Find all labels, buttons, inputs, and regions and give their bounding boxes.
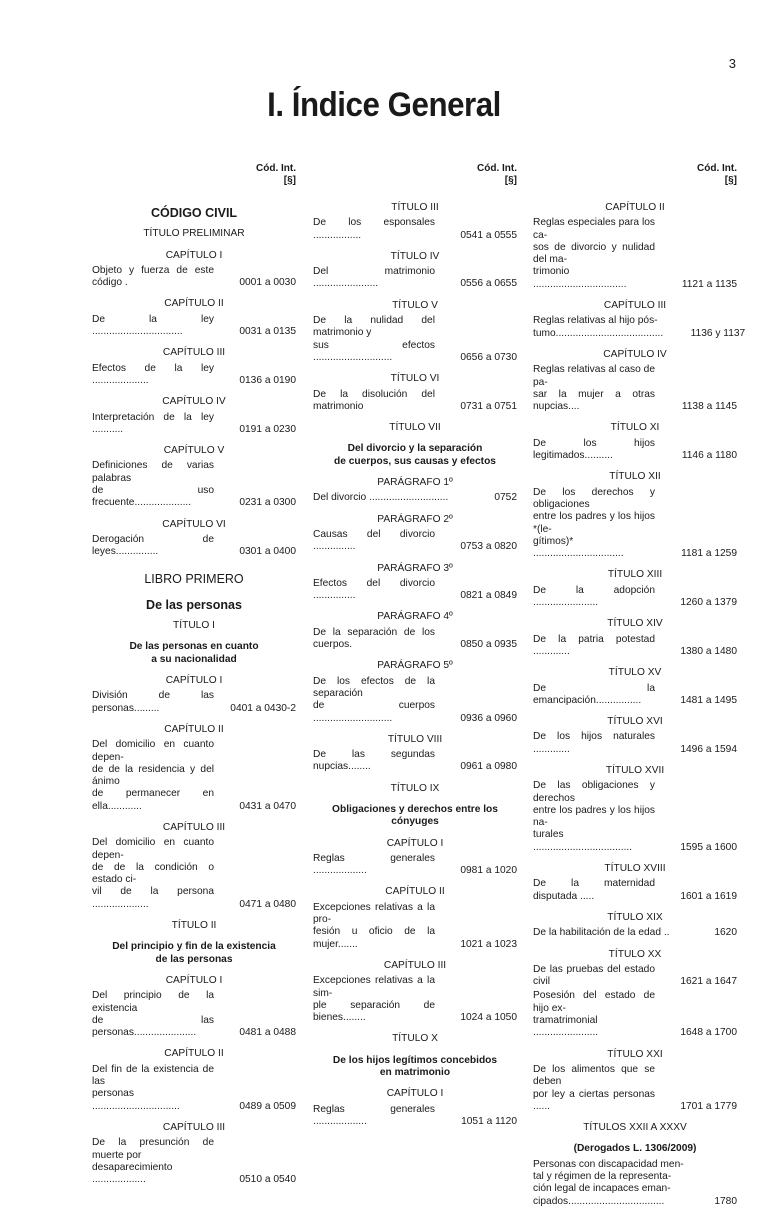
entry-label-line: Personas con discapacidad men- <box>533 1158 684 1170</box>
entry-code: 0489 a 0509 <box>239 1100 296 1112</box>
section-heading: PARÁGRAFO 2º <box>377 513 453 525</box>
entry-code: 0541 a 0555 <box>460 229 517 241</box>
entry-label-line: Del domicilio en cuanto depen- <box>92 739 214 763</box>
section-heading: CAPÍTULO III <box>162 821 226 833</box>
entry-label <box>533 780 655 854</box>
section-heading-line: a su nacionalidad <box>151 653 237 665</box>
index-entry <box>533 487 737 561</box>
entry-label <box>533 217 655 291</box>
entry-code: 1595 a 1600 <box>680 841 737 853</box>
entry-code: 1481 a 1495 <box>680 694 737 706</box>
entry-label <box>92 739 214 813</box>
entry-label <box>533 585 655 610</box>
entry-label-line: gítimos)* ................................ <box>533 535 624 560</box>
entry-label-line: de uso frecuente.................... <box>92 485 214 509</box>
entry-label <box>533 731 655 756</box>
section-heading: TÍTULO IV <box>390 250 440 262</box>
entry-label <box>313 975 435 1024</box>
entry-label-line: Reglas generales ................... <box>313 852 435 877</box>
entry-code: 1146 a 1180 <box>681 450 737 462</box>
entry-code: 1021 a 1023 <box>460 938 517 950</box>
entry-label-line: Reglas relativas al hijo pós- <box>533 315 658 327</box>
section-heading: LIBRO PRIMERO <box>144 571 244 586</box>
entry-label-line: Del principio de la existencia <box>92 990 214 1014</box>
entry-label <box>313 492 488 504</box>
index-entry <box>533 1064 737 1113</box>
entry-label-line: Reglas relativas al caso de pa- <box>533 364 655 388</box>
index-entry <box>92 1137 296 1186</box>
entry-label <box>533 927 708 939</box>
entry-label <box>92 534 214 559</box>
section-heading: TÍTULO X <box>392 1033 438 1045</box>
entry-label-line: trimonio ................................. <box>533 266 627 290</box>
entry-label-line: Efectos de la ley .................... <box>92 362 214 386</box>
section-heading: CAPÍTULO IV <box>603 348 667 360</box>
section-heading: TÍTULO XI <box>610 422 660 434</box>
index-entry <box>92 412 296 437</box>
section-heading: TÍTULO XXI <box>607 1048 663 1060</box>
section-heading: CAPÍTULO II <box>164 1048 224 1060</box>
index-entry <box>92 314 296 339</box>
entry-label <box>533 315 663 340</box>
entry-label <box>313 315 435 364</box>
entry-label-line: fesión u oficio de la mujer....... <box>313 926 435 950</box>
entry-code: 0961 a 0980 <box>460 761 517 773</box>
entry-label <box>533 878 655 903</box>
entry-label <box>92 412 214 437</box>
section-heading: CÓDIGO CIVIL <box>150 206 238 220</box>
entry-label-line: De los esponsales ................. <box>313 217 435 241</box>
section-heading: TÍTULO IX <box>390 782 440 794</box>
entry-code: 0136 a 0190 <box>239 374 296 386</box>
entry-label-line: tumo...................................... <box>533 327 664 339</box>
entry-label <box>92 690 214 715</box>
entry-label <box>313 627 435 652</box>
entry-code: 1121 a 1135 <box>681 278 737 290</box>
entry-code: 0753 a 0820 <box>460 541 517 553</box>
entry-label-line: De los hijos naturales ............. <box>533 731 655 755</box>
section-heading <box>313 804 517 829</box>
index-entry <box>533 990 737 1039</box>
entry-label-line: De la presunción de muerte por <box>92 1137 214 1161</box>
section-heading: TÍTULO V <box>392 299 438 311</box>
code-header-line: [§] <box>724 175 737 186</box>
entry-label <box>533 1064 655 1113</box>
entry-label-line: personas ............................... <box>92 1088 180 1112</box>
entry-label-line: de de la residencia y del ánimo <box>92 763 214 788</box>
page-number: 3 <box>728 56 736 71</box>
entry-label <box>313 529 435 554</box>
index-entry <box>313 975 517 1024</box>
entry-label-line: Objeto y fuerza de este código . <box>92 264 214 289</box>
section-heading: TÍTULO III <box>391 202 439 213</box>
entry-code: 0556 a 0655 <box>460 278 517 290</box>
section-heading <box>533 1143 737 1155</box>
index-entry <box>533 438 737 463</box>
index-entry <box>92 739 296 813</box>
entry-label-line: De los derechos y obligaciones <box>533 486 655 510</box>
index-entry <box>533 731 737 756</box>
section-heading: CAPÍTULO II <box>385 886 445 898</box>
code-column-header <box>313 163 517 193</box>
entry-label-line: De la separación de los cuerpos. <box>313 626 435 651</box>
code-header-line: [§] <box>283 175 296 186</box>
section-heading: TÍTULO XX <box>608 948 662 960</box>
section-heading: PARÁGRAFO 1º <box>377 477 453 489</box>
index-entry <box>92 837 296 911</box>
section-heading: TÍTULO II <box>171 920 217 932</box>
section-heading: CAPÍTULO IV <box>162 396 226 408</box>
entry-code: 1024 a 1050 <box>460 1012 517 1024</box>
section-heading: TÍTULO XIX <box>607 911 663 923</box>
entry-label-line: desaparecimiento ................... <box>92 1161 173 1186</box>
section-heading: TÍTULO XII <box>609 471 661 483</box>
entry-code: 0731 a 0751 <box>460 400 517 412</box>
section-heading: CAPÍTULO III <box>162 1121 226 1133</box>
entry-label-line: De la patria potestad ............. <box>533 633 655 657</box>
entry-label-line: tramatrimonial ....................... <box>533 1015 599 1039</box>
section-heading-line: en matrimonio <box>379 1067 451 1079</box>
entry-code: 0656 a 0730 <box>460 351 517 363</box>
entry-label-line: De las segundas nupcias........ <box>313 749 435 773</box>
section-heading: TÍTULO VIII <box>387 733 443 745</box>
index-entry <box>533 217 737 291</box>
section-heading: CAPÍTULO III <box>603 300 667 312</box>
entry-label-line: Del divorcio ............................ <box>313 492 449 504</box>
entry-label <box>92 990 214 1039</box>
index-entry <box>313 1104 517 1129</box>
entry-code: 0821 a 0849 <box>460 590 517 602</box>
entry-label <box>313 266 435 291</box>
section-heading: CAPÍTULO I <box>386 1088 444 1100</box>
section-heading: CAPÍTULO III <box>383 959 447 971</box>
section-heading: PARÁGRAFO 4º <box>377 611 453 623</box>
entry-label-line: tal y régimen de la representa- <box>533 1171 672 1182</box>
entry-code: 0481 a 0488 <box>239 1027 296 1039</box>
entry-label <box>92 460 214 509</box>
entry-label <box>92 314 214 339</box>
entry-code: 0471 a 0480 <box>239 898 296 910</box>
entry-label-line: De la emancipación................ <box>533 682 655 706</box>
entry-code: 1621 a 1647 <box>680 976 737 988</box>
entry-label-line: de de la condición o estado ci- <box>92 861 214 886</box>
entry-code: 0510 a 0540 <box>239 1174 296 1186</box>
section-heading-line: Obligaciones y derechos entre los cónyuges <box>332 803 498 828</box>
entry-code: 0850 a 0935 <box>460 639 517 651</box>
section-heading: CAPÍTULO II <box>164 723 224 735</box>
section-heading-line: Del divorcio y la separación <box>347 443 483 455</box>
index-entry <box>92 534 296 559</box>
entry-label <box>533 487 655 561</box>
entry-code: 0031 a 0135 <box>239 326 296 338</box>
entry-label-line: entre los padres y los hijos *(le- <box>533 511 655 535</box>
index-entry <box>533 927 737 939</box>
entry-label-line: Posesión del estado de hijo ex- <box>533 990 655 1014</box>
entry-label-line: De los alimentos que se deben <box>533 1063 655 1088</box>
code-header-line: Cód. Int. <box>477 163 517 174</box>
index-entry <box>313 492 517 504</box>
section-heading: De las personas <box>146 597 242 612</box>
section-heading: CAPÍTULO V <box>163 445 225 457</box>
entry-label <box>313 902 435 951</box>
index-entry <box>92 990 296 1039</box>
section-heading: TÍTULO XIII <box>607 569 663 581</box>
index-column-1 <box>92 163 296 1188</box>
section-heading <box>313 443 517 468</box>
section-heading: CAPÍTULO I <box>165 675 223 687</box>
entry-label <box>533 438 655 463</box>
section-heading: TÍTULO XIV <box>607 618 663 630</box>
entry-code: 0001 a 0030 <box>239 277 296 289</box>
entry-label-line: por ley a ciertas personas ...... <box>533 1088 655 1112</box>
entry-label <box>313 1104 435 1129</box>
index-entry <box>533 780 737 854</box>
section-heading: CAPÍTULO I <box>165 249 223 261</box>
section-heading: TÍTULO XVIII <box>604 863 666 875</box>
entry-label-line: Excepciones relativas a la sim- <box>313 975 435 999</box>
section-heading <box>92 641 296 666</box>
entry-label-line: de permanecer en ella............ <box>92 788 214 812</box>
entry-code: 1136 y 1137 <box>690 327 746 339</box>
index-entry <box>313 627 517 652</box>
entry-code: 1051 a 1120 <box>461 1115 517 1127</box>
entry-label-line: De las obligaciones y derechos <box>533 780 655 804</box>
index-entry <box>313 902 517 951</box>
index-entry <box>533 964 737 989</box>
entry-code: 1181 a 1259 <box>681 548 737 560</box>
entry-label <box>92 1064 214 1113</box>
section-heading: CAPÍTULO I <box>165 974 223 986</box>
entry-code: 1780 <box>714 1195 737 1207</box>
entry-label-line: sos de divorcio y nulidad del ma- <box>533 241 655 266</box>
entry-code: 1601 a 1619 <box>680 890 737 902</box>
index-entry <box>313 578 517 603</box>
section-heading: TÍTULO PRELIMINAR <box>143 228 245 240</box>
entry-label <box>313 853 435 878</box>
code-column-header <box>533 163 737 193</box>
code-column-header <box>92 163 296 193</box>
entry-label-line: De la nulidad del matrimonio y <box>313 315 435 339</box>
section-heading: TÍTULO VII <box>389 422 441 434</box>
code-header-line: [§] <box>504 175 517 186</box>
index-entry <box>533 878 737 903</box>
index-column-2 <box>313 163 517 1130</box>
entry-label-line: Del domicilio en cuanto depen- <box>92 837 214 861</box>
section-heading: TÍTULOS XXII A XXXV <box>583 1122 687 1134</box>
entry-code: 1701 a 1779 <box>680 1100 737 1112</box>
entry-code: 0981 a 1020 <box>460 865 517 877</box>
code-header-line: Cód. Int. <box>256 163 296 174</box>
page-title: I. Índice General <box>267 86 501 124</box>
index-entry <box>92 460 296 509</box>
index-entry <box>313 676 517 725</box>
entry-label-line: Causas del divorcio ............... <box>313 528 435 553</box>
index-entry <box>92 1064 296 1113</box>
index-entry <box>313 389 517 414</box>
section-heading <box>92 941 296 966</box>
entry-label <box>313 217 435 242</box>
entry-label-line: entre los padres y los hijos na- <box>533 804 655 829</box>
entry-label-line: De la disolución del matrimonio <box>313 388 435 412</box>
entry-label <box>533 1159 708 1208</box>
section-heading: CAPÍTULO II <box>164 298 224 310</box>
index-entry <box>533 364 737 413</box>
entry-label-line: turales ................................... <box>533 829 633 853</box>
index-entry <box>533 683 737 708</box>
entry-label-line: cipados.................................. <box>533 1195 665 1207</box>
section-heading-line: De las personas en cuanto <box>129 641 259 653</box>
entry-label-line: sus efectos ............................ <box>313 339 435 363</box>
index-entry <box>313 266 517 291</box>
index-entry <box>533 315 746 340</box>
entry-label-line: De la habilitación de la edad .. <box>533 927 670 939</box>
entry-label-line: Del fin de la existencia de las <box>92 1063 214 1088</box>
index-entry <box>313 217 517 242</box>
entry-label-line: Derogación de leyes............... <box>92 533 214 558</box>
entry-code: 1620 <box>714 927 737 939</box>
entry-label-line: Excepciones relativas a la pro- <box>313 901 435 926</box>
section-heading: PARÁGRAFO 5º <box>377 660 453 672</box>
entry-label <box>313 676 435 725</box>
entry-label <box>92 837 214 911</box>
entry-label <box>313 389 435 414</box>
entry-label-line: de las personas...................... <box>92 1014 214 1039</box>
entry-label-line: De las pruebas del estado civil <box>533 963 655 988</box>
entry-label-line: Reglas especiales para los ca- <box>533 217 655 241</box>
entry-label-line: de cuerpos ............................ <box>313 700 435 724</box>
section-heading <box>313 1055 517 1080</box>
entry-code: 1380 a 1480 <box>680 645 737 657</box>
entry-label <box>533 364 655 413</box>
section-heading-line: (Derogados L. 1306/2009) <box>573 1143 697 1155</box>
index-entry <box>313 529 517 554</box>
entry-label-line: De la maternidad disputada ..... <box>533 878 655 902</box>
entry-code: 1496 a 1594 <box>680 743 737 755</box>
entry-label <box>92 265 214 290</box>
entry-label-line: División de las personas......... <box>92 690 214 714</box>
section-heading: CAPÍTULO III <box>162 347 226 359</box>
entry-label-line: De los efectos de la separación <box>313 675 435 699</box>
entry-label <box>313 578 435 603</box>
entry-code: 0231 a 0300 <box>239 497 296 509</box>
entry-label-line: Interpretación de la ley ........... <box>92 411 214 435</box>
section-heading: PARÁGRAFO 3º <box>377 562 453 574</box>
entry-label-line: sar la mujer a otras nupcias.... <box>533 388 655 413</box>
section-heading-line: Del principio y fin de la existencia <box>112 941 276 953</box>
entry-code: 0752 <box>494 492 517 504</box>
entry-label <box>533 990 655 1039</box>
index-entry <box>533 1159 737 1208</box>
index-entry <box>92 265 296 290</box>
entry-label <box>533 634 655 659</box>
index-entry <box>313 749 517 774</box>
entry-label <box>533 964 655 989</box>
entry-label <box>92 363 214 388</box>
entry-label-line: ple separación de bienes........ <box>313 999 435 1024</box>
entry-code: 1138 a 1145 <box>681 401 737 413</box>
index-entry <box>92 363 296 388</box>
entry-label <box>533 683 655 708</box>
section-heading: CAPÍTULO II <box>605 202 665 213</box>
section-heading: CAPÍTULO I <box>386 837 444 849</box>
entry-code: 0936 a 0960 <box>460 712 517 724</box>
entry-label-line: ción legal de incapaces eman- <box>533 1183 671 1195</box>
entry-label-line: Definiciones de varias palabras <box>92 460 214 484</box>
entry-label-line: vil de la persona .................... <box>92 886 214 910</box>
section-heading-line: de las personas <box>155 953 233 965</box>
entry-code: 0301 a 0400 <box>239 546 296 558</box>
index-entry <box>533 585 737 610</box>
entry-code: 0431 a 0470 <box>239 800 296 812</box>
entry-label <box>313 749 435 774</box>
entry-label-line: Reglas generales ................... <box>313 1103 435 1127</box>
entry-code: 0401 a 0430-2 <box>230 702 296 714</box>
index-entry <box>92 690 296 715</box>
entry-label <box>92 1137 214 1186</box>
section-heading: TÍTULO XV <box>608 667 662 679</box>
section-heading-line: De los hijos legítimos concebidos <box>332 1054 498 1066</box>
section-heading: CAPÍTULO VI <box>162 518 226 530</box>
index-entry <box>313 853 517 878</box>
section-heading: TÍTULO XVII <box>605 764 665 776</box>
entry-label-line: De la ley ................................ <box>92 313 214 338</box>
entry-label-line: Efectos del divorcio ............... <box>313 577 435 602</box>
index-entry <box>533 634 737 659</box>
section-heading-line: de cuerpos, sus causas y efectos <box>334 455 496 467</box>
section-heading: TÍTULO XVI <box>607 716 663 728</box>
section-heading: TÍTULO I <box>173 620 215 632</box>
entry-code: 1648 a 1700 <box>680 1027 737 1039</box>
entry-label-line: De los hijos legitimados.......... <box>533 437 655 462</box>
entry-code: 1260 a 1379 <box>680 597 737 609</box>
entry-label-line: Del matrimonio ....................... <box>313 266 435 290</box>
entry-label-line: De la adopción ....................... <box>533 584 655 609</box>
index-column-3 <box>533 163 746 1210</box>
section-heading: TÍTULO VI <box>390 373 440 385</box>
entry-code: 0191 a 0230 <box>239 423 296 435</box>
index-entry <box>313 315 517 364</box>
code-header-line: Cód. Int. <box>697 163 737 174</box>
